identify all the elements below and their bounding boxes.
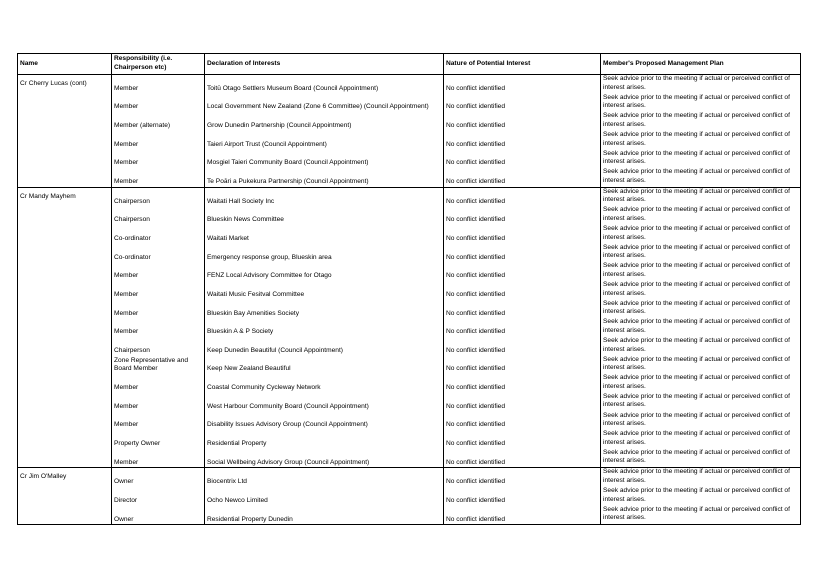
responsibility-cell: Chairperson	[112, 187, 205, 206]
responsibility-cell: Member	[112, 131, 205, 150]
header-nature: Nature of Potential Interest	[444, 54, 601, 75]
nature-cell: No conflict identified	[444, 168, 601, 187]
plan-cell: Seek advice prior to the meeting if actual or perceived conflict of interest arises.	[601, 112, 801, 131]
plan-cell: Seek advice prior to the meeting if actual or perceived conflict of interest arises.	[601, 150, 801, 169]
plan-cell: Seek advice prior to the meeting if actual or perceived conflict of interest arises.	[601, 244, 801, 263]
responsibility-cell: Member	[112, 412, 205, 431]
nature-cell: No conflict identified	[444, 187, 601, 206]
declaration-cell: Residential Property	[205, 430, 444, 449]
plan-cell: Seek advice prior to the meeting if actual or perceived conflict of interest arises.	[601, 225, 801, 244]
responsibility-cell: Owner	[112, 506, 205, 525]
plan-cell: Seek advice prior to the meeting if actual or perceived conflict of interest arises.	[601, 94, 801, 113]
nature-cell: No conflict identified	[444, 262, 601, 281]
table-row	[18, 168, 801, 187]
member-name-cell	[18, 468, 112, 525]
plan-cell: Seek advice prior to the meeting if actual or perceived conflict of interest arises.	[601, 300, 801, 319]
table-row	[18, 412, 801, 431]
responsibility-cell: Member	[112, 374, 205, 393]
table-row	[18, 150, 801, 169]
responsibility-cell: Chairperson	[112, 337, 205, 356]
declaration-cell: Mosgiel Taieri Community Board (Council Appointment)	[205, 150, 444, 169]
responsibility-cell: Co-ordinator	[112, 244, 205, 263]
responsibility-cell: Member	[112, 281, 205, 300]
plan-cell: Seek advice prior to the meeting if actual or perceived conflict of interest arises.	[601, 318, 801, 337]
responsibility-cell: Member	[112, 449, 205, 468]
plan-cell: Seek advice prior to the meeting if actual or perceived conflict of interest arises.	[601, 449, 801, 468]
table-row	[18, 187, 801, 206]
plan-cell: Seek advice prior to the meeting if actual or perceived conflict of interest arises.	[601, 187, 801, 206]
table-row	[18, 468, 801, 487]
responsibility-cell: Member	[112, 300, 205, 319]
table-row	[18, 281, 801, 300]
responsibility-cell: Zone Representative and Board Member	[112, 356, 205, 375]
plan-cell: Seek advice prior to the meeting if actual or perceived conflict of interest arises.	[601, 75, 801, 94]
header-plan: Member's Proposed Management Plan	[601, 54, 801, 75]
responsibility-cell: Member	[112, 75, 205, 94]
declaration-cell: Keep Dunedin Beautiful (Council Appointment)	[205, 337, 444, 356]
nature-cell: No conflict identified	[444, 393, 601, 412]
table-row	[18, 506, 801, 525]
member-name-cell	[18, 75, 112, 188]
declaration-cell: Ocho Newco Limited	[205, 487, 444, 506]
nature-cell: No conflict identified	[444, 244, 601, 263]
header-declaration: Declaration of Interests	[205, 54, 444, 75]
member-name: Cr Jim O'Malley	[20, 473, 67, 481]
table-row	[18, 131, 801, 150]
declaration-cell: Waitati Hall Society Inc	[205, 187, 444, 206]
declaration-cell: Toitū Otago Settlers Museum Board (Council Appointment)	[205, 75, 444, 94]
plan-cell: Seek advice prior to the meeting if actual or perceived conflict of interest arises.	[601, 506, 801, 525]
header-responsibility: Responsibility (i.e. Chairperson etc)	[112, 54, 205, 75]
plan-cell: Seek advice prior to the meeting if actual or perceived conflict of interest arises.	[601, 356, 801, 375]
plan-cell: Seek advice prior to the meeting if actual or perceived conflict of interest arises.	[601, 206, 801, 225]
nature-cell: No conflict identified	[444, 112, 601, 131]
plan-cell: Seek advice prior to the meeting if actual or perceived conflict of interest arises.	[601, 168, 801, 187]
responsibility-cell: Owner	[112, 468, 205, 487]
nature-cell: No conflict identified	[444, 430, 601, 449]
responsibility-cell: Director	[112, 487, 205, 506]
table-body	[18, 75, 801, 525]
nature-cell: No conflict identified	[444, 487, 601, 506]
declaration-cell: FENZ Local Advisory Committee for Otago	[205, 262, 444, 281]
nature-cell: No conflict identified	[444, 150, 601, 169]
member-name: Cr Cherry Lucas (cont)	[20, 80, 87, 87]
declaration-cell: Local Government New Zealand (Zone 6 Committee) (Council Appointment)	[205, 94, 444, 113]
nature-cell: No conflict identified	[444, 468, 601, 487]
declaration-cell: West Harbour Community Board (Council Appointment)	[205, 393, 444, 412]
responsibility-cell: Member	[112, 318, 205, 337]
plan-cell: Seek advice prior to the meeting if actual or perceived conflict of interest arises.	[601, 412, 801, 431]
declaration-cell: Waitati Market	[205, 225, 444, 244]
nature-cell: No conflict identified	[444, 412, 601, 431]
nature-cell: No conflict identified	[444, 94, 601, 113]
table-row	[18, 94, 801, 113]
nature-cell: No conflict identified	[444, 225, 601, 244]
nature-cell: No conflict identified	[444, 300, 601, 319]
responsibility-cell: Property Owner	[112, 430, 205, 449]
table-row	[18, 430, 801, 449]
responsibility-cell: Member	[112, 150, 205, 169]
table-row	[18, 225, 801, 244]
plan-cell: Seek advice prior to the meeting if actual or perceived conflict of interest arises.	[601, 468, 801, 487]
declaration-cell: Disability Issues Advisory Group (Council Appointment)	[205, 412, 444, 431]
nature-cell: No conflict identified	[444, 449, 601, 468]
table-row	[18, 262, 801, 281]
declaration-cell: Blueskin Bay Amenities Society	[205, 300, 444, 319]
nature-cell: No conflict identified	[444, 131, 601, 150]
nature-cell: No conflict identified	[444, 337, 601, 356]
plan-cell: Seek advice prior to the meeting if actual or perceived conflict of interest arises.	[601, 131, 801, 150]
table-row	[18, 374, 801, 393]
nature-cell: No conflict identified	[444, 356, 601, 375]
table-row	[18, 244, 801, 263]
table-header	[18, 54, 801, 75]
responsibility-cell: Member	[112, 94, 205, 113]
plan-cell: Seek advice prior to the meeting if actual or perceived conflict of interest arises.	[601, 374, 801, 393]
table-row	[18, 356, 801, 375]
declaration-of-interests-table	[17, 53, 801, 525]
plan-cell: Seek advice prior to the meeting if actual or perceived conflict of interest arises.	[601, 393, 801, 412]
plan-cell: Seek advice prior to the meeting if actual or perceived conflict of interest arises.	[601, 262, 801, 281]
plan-cell: Seek advice prior to the meeting if actual or perceived conflict of interest arises.	[601, 281, 801, 300]
table-row	[18, 487, 801, 506]
declaration-cell: Biocentrix Ltd	[205, 468, 444, 487]
table-row	[18, 300, 801, 319]
header-row	[18, 54, 801, 75]
responsibility-cell: Chairperson	[112, 206, 205, 225]
nature-cell: No conflict identified	[444, 206, 601, 225]
plan-cell: Seek advice prior to the meeting if actual or perceived conflict of interest arises.	[601, 430, 801, 449]
table-row	[18, 337, 801, 356]
plan-cell: Seek advice prior to the meeting if actual or perceived conflict of interest arises.	[601, 337, 801, 356]
table-row	[18, 112, 801, 131]
declaration-cell: Keep New Zealand Beautiful	[205, 356, 444, 375]
declaration-cell: Coastal Community Cycleway Network	[205, 374, 444, 393]
header-name: Name	[18, 54, 112, 75]
declaration-cell: Emergency response group, Blueskin area	[205, 244, 444, 263]
responsibility-cell: Member (alternate)	[112, 112, 205, 131]
nature-cell: No conflict identified	[444, 374, 601, 393]
declaration-cell: Social Wellbeing Advisory Group (Council Appointment)	[205, 449, 444, 468]
member-name-cell	[18, 187, 112, 468]
table-row	[18, 206, 801, 225]
declaration-cell: Blueskin A & P Society	[205, 318, 444, 337]
table-row	[18, 449, 801, 468]
responsibility-cell: Co-ordinator	[112, 225, 205, 244]
nature-cell: No conflict identified	[444, 281, 601, 300]
plan-cell: Seek advice prior to the meeting if actual or perceived conflict of interest arises.	[601, 487, 801, 506]
declaration-cell: Taieri Airport Trust (Council Appointment)	[205, 131, 444, 150]
table-row	[18, 75, 801, 94]
member-name: Cr Mandy Mayhem	[20, 192, 76, 200]
nature-cell: No conflict identified	[444, 506, 601, 525]
nature-cell: No conflict identified	[444, 75, 601, 94]
responsibility-cell: Member	[112, 262, 205, 281]
responsibility-cell: Member	[112, 393, 205, 412]
declaration-cell: Blueskin News Committee	[205, 206, 444, 225]
declaration-cell: Te Poāri a Pukekura Partnership (Council Appointment)	[205, 168, 444, 187]
nature-cell: No conflict identified	[444, 318, 601, 337]
declaration-cell: Residential Property Dunedin	[205, 506, 444, 525]
declaration-cell: Grow Dunedin Partnership (Council Appointment)	[205, 112, 444, 131]
declaration-cell: Waitati Music Fesitval Committee	[205, 281, 444, 300]
table-row	[18, 393, 801, 412]
table-row	[18, 318, 801, 337]
responsibility-cell: Member	[112, 168, 205, 187]
